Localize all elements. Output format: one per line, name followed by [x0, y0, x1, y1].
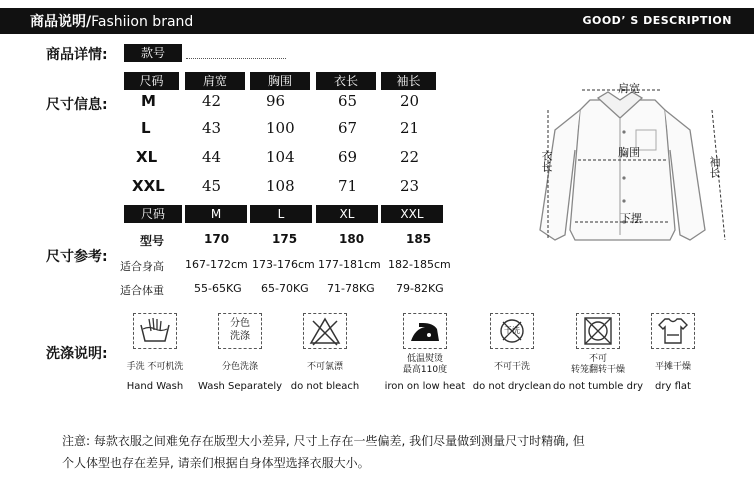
- size-info-cell: 45: [202, 177, 222, 195]
- note-line-1: 注意: 每款衣服之间难免存在版型大小差异, 尺寸上存在一些偏差, 我们尽量做到测量尺寸时精确, 但: [62, 434, 585, 448]
- size-ref-cell: 55-65KG: [194, 282, 242, 295]
- size-info-cell: 108: [266, 177, 295, 195]
- hand-wash-glyph: [135, 315, 175, 351]
- size-ref-cell: 180: [339, 232, 365, 246]
- size-ref-header-size: L: [250, 205, 312, 223]
- details-label: 商品详情:: [46, 47, 108, 63]
- dry-flat-icon: [651, 313, 695, 349]
- wash-separately-icon: [218, 313, 262, 349]
- size-ref-cell: 167-172cm: [185, 258, 248, 271]
- size-info-row-size: M: [141, 92, 156, 110]
- size-info-cell: 100: [266, 119, 295, 137]
- wash-cn-label: 低温熨烫 最高110度: [402, 354, 448, 375]
- size-ref-row-label: 适合体重: [120, 284, 164, 297]
- size-info-cell: 20: [400, 92, 420, 110]
- size-ref-header-size: XXL: [381, 205, 443, 223]
- dry-flat-glyph: [653, 315, 693, 351]
- wash-cn-label: 不可干洗: [493, 362, 530, 372]
- size-ref-cell: 175: [272, 232, 298, 246]
- size-info-cell: 23: [400, 177, 420, 195]
- size-ref-row-label: 型号: [140, 234, 165, 248]
- diagram-shoulder-label: 肩宽: [618, 82, 640, 95]
- size-ref-cell: 173-176cm: [252, 258, 315, 271]
- wash-en-label: do not dryclean: [472, 381, 552, 392]
- size-ref-cell: 170: [204, 232, 230, 246]
- header-separator: /: [86, 14, 92, 30]
- wash-en-label: iron on low heat: [384, 381, 466, 392]
- wash-cn-label: 平摊干燥: [654, 362, 691, 372]
- icon-box-text: 分色 洗涤: [230, 318, 250, 342]
- do-not-tumble-dry-glyph: [578, 315, 618, 351]
- wash-cn-label: 不可 转笼翻转干燥: [570, 354, 625, 375]
- size-ref-cell: 65-70KG: [261, 282, 309, 295]
- size-info-header-1: 肩宽: [185, 72, 245, 90]
- do-not-bleach-glyph: [305, 315, 345, 351]
- size-info-cell: 67: [338, 119, 358, 137]
- size-info-cell: 104: [266, 148, 295, 166]
- size-info-cell: 69: [338, 148, 358, 166]
- header-title-en: Fashiion brand: [91, 14, 194, 30]
- diagram-chest-label: 胸围: [618, 146, 640, 159]
- header-title: [30, 11, 193, 31]
- icon-box-text: 干洗: [504, 326, 520, 335]
- header-right-title: GOOD’ S DESCRIPTION: [582, 14, 732, 27]
- do-not-bleach-icon: [303, 313, 347, 349]
- wash-cn-label: 不可氯漂: [306, 362, 343, 372]
- diagram-length-label: 衣长: [540, 150, 553, 172]
- wash-cn-label: 分色洗涤: [221, 362, 258, 372]
- size-ref-label: 尺寸参考:: [46, 249, 108, 265]
- size-ref-cell: 177-181cm: [318, 258, 381, 271]
- size-info-header-4: 袖长: [381, 72, 436, 90]
- size-info-cell: 44: [202, 148, 222, 166]
- do-not-tumble-dry-icon: [576, 313, 620, 349]
- size-info-header-2: 胸围: [250, 72, 310, 90]
- size-ref-cell: 185: [406, 232, 432, 246]
- wash-cn-label: 手洗 不可机洗: [126, 362, 184, 372]
- wash-en-label: Hand Wash: [126, 381, 184, 392]
- size-info-cell: 22: [400, 148, 420, 166]
- size-ref-header-size: XL: [316, 205, 378, 223]
- size-info-cell: 43: [202, 119, 222, 137]
- wash-en-label: Wash Separately: [197, 381, 283, 392]
- size-ref-cell: 182-185cm: [388, 258, 451, 271]
- size-ref-header-label: 尺码: [124, 205, 182, 223]
- size-info-row-size: L: [141, 119, 151, 137]
- size-ref-header-size: M: [185, 205, 247, 223]
- size-info-row-size: XXL: [132, 177, 165, 195]
- wash-en-label: do not tumble dry: [552, 381, 644, 392]
- model-no-line: [186, 58, 286, 59]
- iron-low-heat-icon: [403, 313, 447, 349]
- header-bar: [0, 8, 754, 34]
- wash-label: 洗涤说明:: [46, 346, 108, 362]
- size-info-cell: 96: [266, 92, 286, 110]
- size-info-cell: 65: [338, 92, 358, 110]
- do-not-dryclean-icon: [490, 313, 534, 349]
- size-ref-cell: 79-82KG: [396, 282, 444, 295]
- wash-en-label: dry flat: [655, 381, 691, 392]
- size-ref-row-label: 适合身高: [120, 260, 164, 273]
- hand-wash-icon: [133, 313, 177, 349]
- note-line-2: 个人体型也存在差异, 请亲们根据自身体型选择衣服大小。: [62, 456, 370, 470]
- size-info-cell: 21: [400, 119, 420, 137]
- size-info-header-0: 尺码: [124, 72, 179, 90]
- size-info-label: 尺寸信息:: [46, 97, 108, 113]
- size-info-header-3: 衣长: [316, 72, 376, 90]
- diagram-hem-label: 下摆: [620, 212, 642, 225]
- size-info-cell: 71: [338, 177, 358, 195]
- iron-low-heat-glyph: [405, 315, 445, 351]
- diagram-sleeve-label: 袖长: [708, 156, 721, 178]
- wash-en-label: do not bleach: [290, 381, 360, 392]
- header-title-cn: 商品说明: [30, 14, 86, 30]
- size-info-cell: 42: [202, 92, 222, 110]
- model-no-label: 款号: [124, 44, 182, 62]
- size-ref-cell: 71-78KG: [327, 282, 375, 295]
- size-info-row-size: XL: [136, 148, 158, 166]
